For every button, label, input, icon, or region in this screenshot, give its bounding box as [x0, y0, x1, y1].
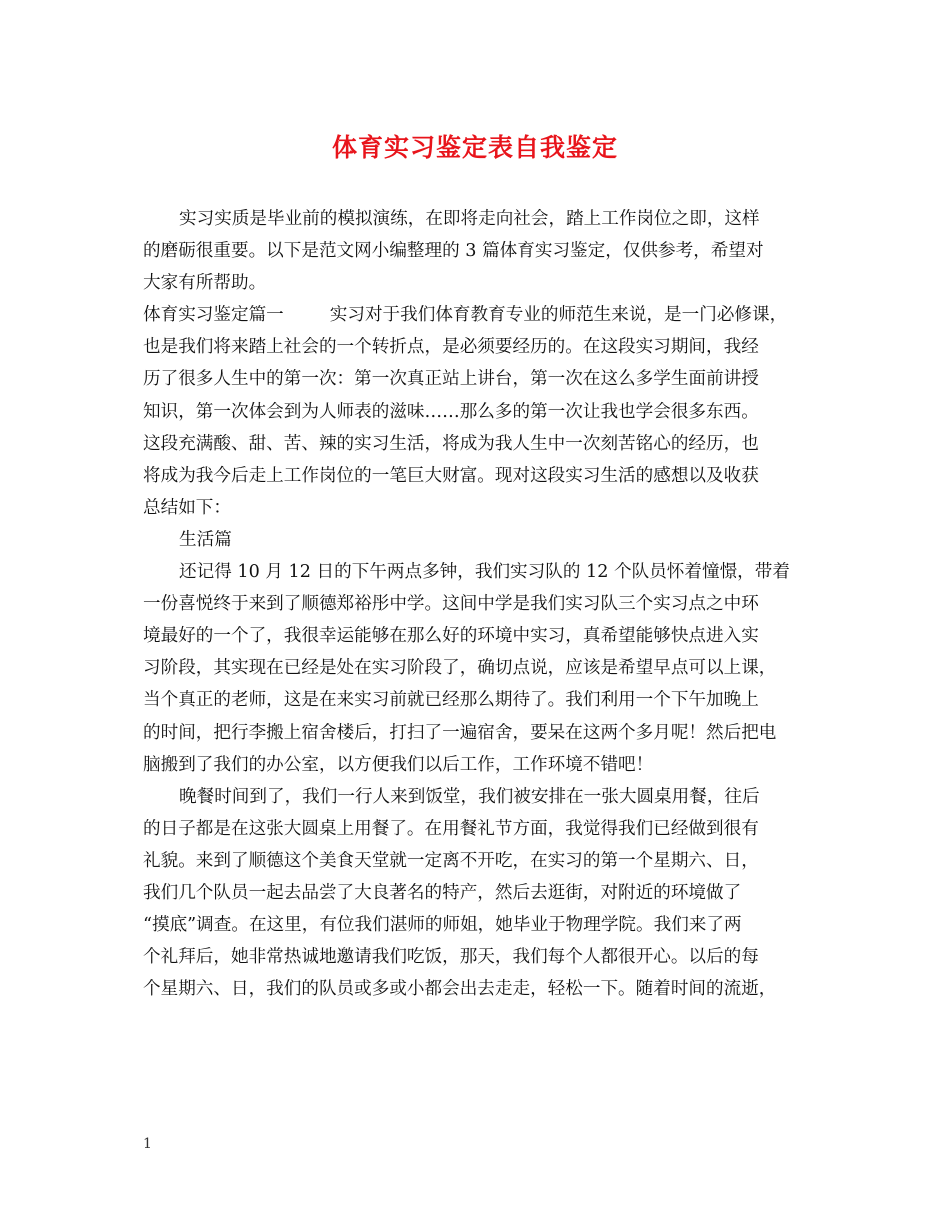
body-line: 大家有所帮助。 — [143, 273, 267, 294]
body-line: 的磨砺很重要。以下是范文网小编整理的 3 篇体育实习鉴定，仅供参考，希望对 — [143, 241, 764, 262]
body-line: 习阶段，其实现在已经是处在实习阶段了，确切点说，应该是希望早点可以上课， — [143, 658, 777, 679]
body-line: 将成为我今后走上工作岗位的一笔巨大财富。现对这段实习生活的感想以及收获 — [143, 465, 759, 486]
body-line: 也是我们将来踏上社会的一个转折点，是必须要经历的。在这段实习期间，我经 — [143, 337, 759, 358]
body-line: 知识，第一次体会到为人师表的滋味……那么多的第一次让我也学会很多东西。 — [143, 401, 759, 422]
document-title: 体育实习鉴定表自我鉴定 — [331, 133, 618, 162]
body-line: 实习对于我们体育教育专业的师范生来说，是一门必修课， — [329, 305, 788, 326]
body-line: 历了很多人生中的第一次：第一次真正站上讲台，第一次在这么多学生面前讲授 — [143, 369, 759, 390]
body-line: 总结如下： — [143, 497, 231, 518]
body-line: 当个真正的老师，这是在来实习前就已经那么期待了。我们利用一个下午加晚上 — [143, 690, 759, 711]
body-line: 这段充满酸、甜、苦、辣的实习生活，将成为我人生中一次刻苦铭心的经历，也 — [143, 433, 759, 454]
body-line: 的时间，把行李搬上宿舍楼后，打扫了一遍宿舍，要呆在这两个多月呢！然后把电 — [143, 722, 777, 743]
body-line: 个星期六、日，我们的队员或多或小都会出去走走，轻松一下。随着时间的流逝， — [143, 979, 777, 1000]
body-line: 晚餐时间到了，我们一行人来到饭堂，我们被安排在一张大圆桌用餐，往后 — [179, 786, 760, 807]
subsection-heading: 生活篇 — [179, 529, 232, 550]
section-heading: 体育实习鉴定篇一 — [143, 305, 284, 326]
body-line: “摸底”调查。在这里，有位我们湛师的师姐，她毕业于物理学院。我们来了两 — [143, 915, 742, 936]
body-line: 个礼拜后，她非常热诚地邀请我们吃饭，那天，我们每个人都很开心。以后的每 — [143, 947, 759, 968]
body-line: 我们几个队员一起去品尝了大良著名的特产，然后去逛街，对附近的环境做了 — [143, 882, 742, 903]
body-line: 一份喜悦终于来到了顺德郑裕彤中学。这间中学是我们实习队三个实习点之中环 — [143, 594, 759, 615]
body-line: 境最好的一个了，我很幸运能够在那么好的环境中实习，真希望能够快点进入实 — [143, 626, 759, 647]
page-number: 1 — [143, 1136, 152, 1152]
body-line: 脑搬到了我们的办公室，以方便我们以后工作，工作环境不错吧！ — [143, 754, 654, 775]
body-line: 的日子都是在这张大圆桌上用餐了。在用餐礼节方面，我觉得我们已经做到很有 — [143, 818, 759, 839]
body-line: 实习实质是毕业前的模拟演练，在即将走向社会，踏上工作岗位之即，这样 — [179, 209, 760, 229]
section-heading-line — [143, 299, 818, 331]
body-line: 还记得 10 月 12 日的下午两点多钟，我们实习队的 12 个队员怀着憧憬，带着 — [179, 562, 790, 583]
document-body — [143, 203, 818, 1005]
body-line: 礼貌。来到了顺德这个美食天堂就一定离不开吃，在实习的第一个星期六、日， — [143, 850, 759, 871]
